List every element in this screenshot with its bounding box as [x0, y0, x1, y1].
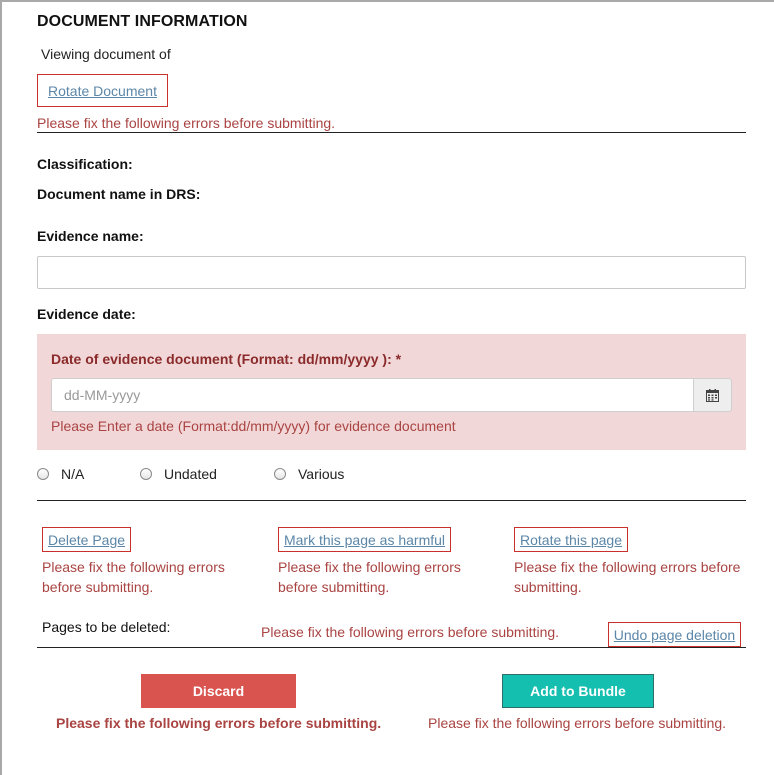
radio-undated[interactable] [140, 466, 217, 482]
radio-circle[interactable] [274, 468, 286, 480]
document-name-label: Document name in DRS: [37, 186, 201, 202]
delete-page-link[interactable]: Delete Page [42, 527, 131, 552]
evidence-name-input[interactable] [37, 256, 746, 289]
radio-label: Undated [164, 466, 217, 482]
rotate-page-error: Please fix the following errors before submitting. [514, 559, 741, 595]
rotate-document-link[interactable]: Rotate Document [37, 74, 168, 107]
discard-button[interactable]: Discard [141, 674, 296, 708]
add-to-bundle-error: Please fix the following errors before submitting. [428, 715, 727, 731]
discard-error: Please fix the following errors before submitting. [56, 715, 382, 731]
radio-circle[interactable] [37, 468, 49, 480]
radio-label: Various [298, 466, 345, 482]
pages-to-delete-label: Pages to be deleted: [42, 619, 171, 635]
radio-circle[interactable] [140, 468, 152, 480]
radio-label: N/A [61, 466, 85, 482]
evidence-date-panel [37, 334, 746, 450]
mark-harmful-error: Please fix the following errors before submitting. [278, 559, 461, 595]
divider [37, 132, 746, 133]
radio-various[interactable] [274, 466, 344, 482]
evidence-date-label: Evidence date: [37, 306, 136, 322]
page-title: DOCUMENT INFORMATION [37, 13, 248, 30]
divider [37, 647, 746, 648]
radio-na[interactable] [37, 466, 84, 482]
classification-label: Classification: [37, 156, 133, 172]
evidence-date-input[interactable]: dd-MM-yyyy [51, 378, 694, 412]
undo-page-deletion-link[interactable]: Undo page deletion [608, 622, 741, 647]
rotate-page-link[interactable]: Rotate this page [514, 527, 628, 552]
add-to-bundle-button[interactable]: Add to Bundle [502, 674, 654, 708]
calendar-icon [706, 389, 719, 402]
evidence-date-field-label: Date of evidence document (Format: dd/mm/yyyy ): * [51, 351, 402, 367]
evidence-name-label: Evidence name: [37, 228, 144, 244]
mark-harmful-link[interactable]: Mark this page as harmful [278, 527, 451, 552]
rotate-document-error: Please fix the following errors before submitting. [37, 115, 336, 131]
calendar-button[interactable] [693, 378, 732, 412]
delete-page-error: Please fix the following errors before submitting. [42, 559, 225, 595]
divider [37, 500, 746, 501]
evidence-date-error: Please Enter a date (Format:dd/mm/yyyy) for evidence document [51, 418, 456, 434]
viewing-document-text: Viewing document of [41, 46, 171, 62]
pages-to-delete-error: Please fix the following errors before submitting. [261, 624, 560, 640]
